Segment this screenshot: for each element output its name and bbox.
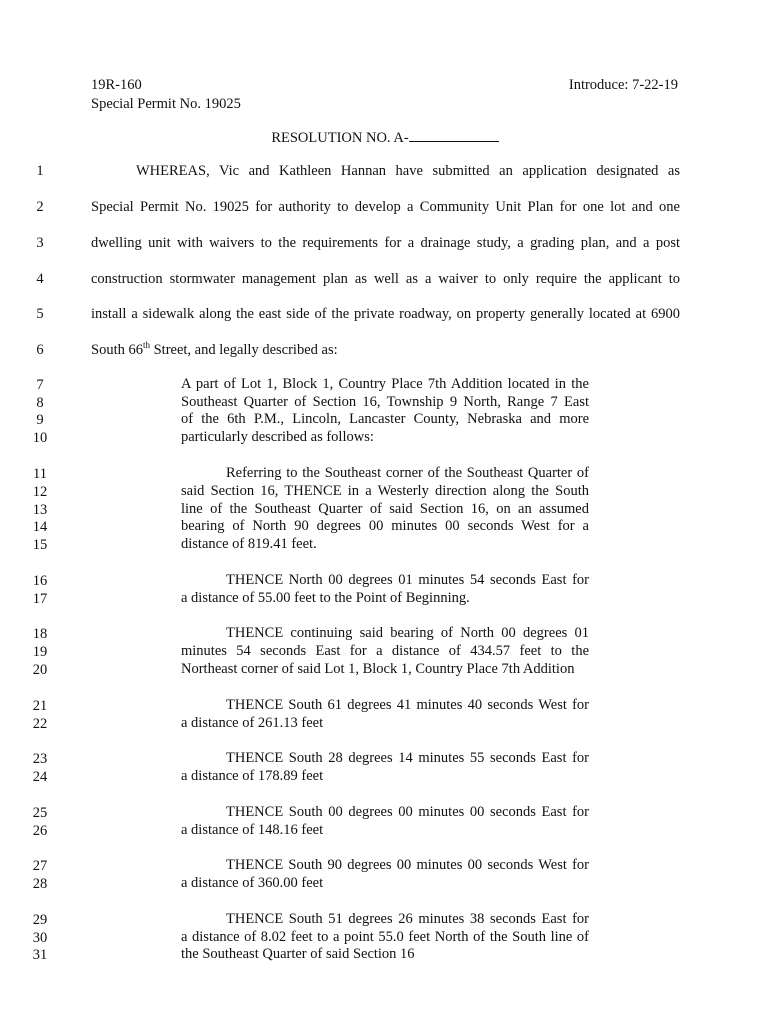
line-number: 16 xyxy=(32,573,48,589)
line-number: 8 xyxy=(36,395,44,411)
line-number: 18 xyxy=(32,626,48,642)
whereas-line: install a sidewalk along the east side of the private roadway, on property generally located at 6900 xyxy=(91,306,680,322)
legal-line: a distance of 148.16 feet xyxy=(181,822,324,838)
legal-line: distance of 819.41 feet. xyxy=(181,536,317,552)
line-number: 26 xyxy=(32,823,48,839)
legal-line: Southeast Quarter of Section 16, Township 9 North, Range 7 East xyxy=(181,394,589,410)
line-number: 23 xyxy=(32,751,48,767)
legal-line: a distance of 8.02 feet to a point 55.0 feet North of the South line of xyxy=(181,929,589,945)
line-number: 3 xyxy=(36,235,44,251)
legal-line: THENCE South 61 degrees 41 minutes 40 seconds West for xyxy=(226,697,589,713)
whereas-line-text: Street, and legally described as: xyxy=(149,342,338,358)
legal-line: THENCE South 51 degrees 26 minutes 38 seconds East for xyxy=(226,911,589,927)
legal-line: the Southeast Quarter of said Section 16 xyxy=(181,946,415,962)
resolution-title xyxy=(0,129,770,147)
resolution-number-blank xyxy=(409,129,499,142)
line-number: 10 xyxy=(32,430,48,446)
legal-line: said Section 16, THENCE in a Westerly direction along the South xyxy=(181,483,589,499)
legal-line: Referring to the Southeast corner of the Southeast Quarter of xyxy=(226,465,589,481)
legal-line: a distance of 261.13 feet xyxy=(181,715,324,731)
line-number: 17 xyxy=(32,591,48,607)
permit-number: Special Permit No. 19025 xyxy=(91,96,241,112)
introduce-date: Introduce: 7-22-19 xyxy=(568,77,678,93)
line-number: 24 xyxy=(32,769,48,785)
line-number: 4 xyxy=(36,271,44,287)
line-number: 29 xyxy=(32,912,48,928)
line-number: 12 xyxy=(32,484,48,500)
line-number: 1 xyxy=(36,163,44,179)
whereas-line: dwelling unit with waivers to the requirements for a drainage study, a grading plan, and a post xyxy=(91,235,680,251)
legal-line: line of the Southeast Quarter of said Section 16, on an assumed xyxy=(181,501,589,517)
line-number: 20 xyxy=(32,662,48,678)
legal-line: a distance of 55.00 feet to the Point of Beginning. xyxy=(181,590,470,606)
document-number: 19R-160 xyxy=(91,77,142,93)
line-number: 27 xyxy=(32,858,48,874)
legal-line: THENCE South 90 degrees 00 minutes 00 seconds West for xyxy=(226,857,589,873)
line-number: 25 xyxy=(32,805,48,821)
whereas-line: Special Permit No. 19025 for authority to develop a Community Unit Plan for one lot and one xyxy=(91,199,680,215)
line-number: 19 xyxy=(32,644,48,660)
line-number: 6 xyxy=(36,342,44,358)
legal-line: THENCE South 28 degrees 14 minutes 55 seconds East for xyxy=(226,750,589,766)
resolution-title-text: RESOLUTION NO. A- xyxy=(271,130,409,146)
whereas-line xyxy=(91,341,680,359)
line-number: 7 xyxy=(36,377,44,393)
legal-line: bearing of North 90 degrees 00 minutes 00 seconds West for a xyxy=(181,518,589,534)
line-number: 30 xyxy=(32,930,48,946)
legal-line: A part of Lot 1, Block 1, Country Place 7th Addition located in the xyxy=(181,376,589,392)
legal-line: particularly described as follows: xyxy=(181,429,374,445)
line-number: 2 xyxy=(36,199,44,215)
legal-line: Northeast corner of said Lot 1, Block 1, Country Place 7th Addition xyxy=(181,661,575,677)
legal-line: THENCE South 00 degrees 00 minutes 00 seconds East for xyxy=(226,804,589,820)
line-number: 15 xyxy=(32,537,48,553)
whereas-line: WHEREAS, Vic and Kathleen Hannan have submitted an application designated as xyxy=(136,163,680,179)
line-number: 31 xyxy=(32,947,48,963)
line-number: 13 xyxy=(32,502,48,518)
line-number: 21 xyxy=(32,698,48,714)
legal-line: a distance of 178.89 feet xyxy=(181,768,324,784)
legal-line: minutes 54 seconds East for a distance of 434.57 feet to the xyxy=(181,643,589,659)
whereas-line-text: South 66 xyxy=(91,342,143,358)
line-number: 14 xyxy=(32,519,48,535)
line-number: 28 xyxy=(32,876,48,892)
legal-line: THENCE continuing said bearing of North 00 degrees 01 xyxy=(226,625,589,641)
legal-line: of the 6th P.M., Lincoln, Lancaster County, Nebraska and more xyxy=(181,411,589,427)
line-number: 11 xyxy=(33,466,47,482)
whereas-line: construction stormwater management plan as well as a waiver to only require the applicant to xyxy=(91,271,680,287)
line-number: 22 xyxy=(32,716,48,732)
legal-line: THENCE North 00 degrees 01 minutes 54 seconds East for xyxy=(226,572,589,588)
line-number: 9 xyxy=(36,412,44,428)
line-number: 5 xyxy=(36,306,44,322)
superscript: th xyxy=(142,340,150,350)
header-left xyxy=(91,76,241,114)
legal-line: a distance of 360.00 feet xyxy=(181,875,324,891)
